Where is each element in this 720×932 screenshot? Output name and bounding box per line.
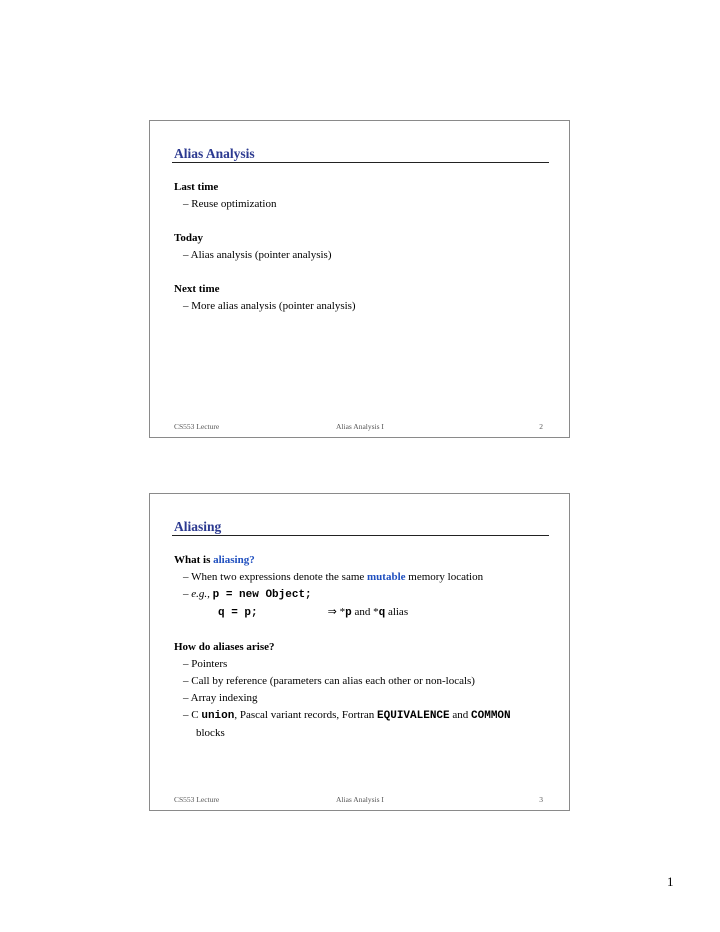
highlight-term: mutable bbox=[367, 571, 406, 583]
section-heading-last-time: Last time bbox=[174, 181, 219, 193]
slide-title: Alias Analysis bbox=[174, 146, 255, 161]
section-item: – Alias analysis (pointer analysis) bbox=[183, 249, 332, 261]
example-code-line: q = p; ⇒ *p and *q alias bbox=[218, 606, 409, 619]
section-heading-today: Today bbox=[174, 232, 203, 244]
footer-course: CS553 Lecture bbox=[174, 422, 220, 431]
definition-item: – When two expressions denote the same mutable memory location bbox=[183, 571, 484, 583]
title-rule bbox=[172, 535, 549, 536]
list-item: – C union, Pascal variant records, Fortran EQUIVALENCE and COMMON bbox=[183, 709, 511, 722]
list-item-continuation: blocks bbox=[196, 727, 225, 739]
slide-body bbox=[174, 552, 554, 742]
slide-title: Aliasing bbox=[174, 519, 222, 534]
slide-body bbox=[174, 179, 554, 315]
implies-arrow: ⇒ bbox=[327, 606, 337, 618]
section-heading-what-is-aliasing: What is aliasing? bbox=[174, 554, 255, 566]
title-rule bbox=[172, 162, 549, 163]
code-line: q = p; bbox=[218, 607, 258, 619]
list-item: – Pointers bbox=[183, 658, 228, 670]
slide-aliasing bbox=[149, 493, 570, 811]
section-item: – More alias analysis (pointer analysis) bbox=[183, 300, 356, 312]
footer-topic: Alias Analysis I bbox=[336, 422, 384, 431]
section-heading-next-time: Next time bbox=[174, 283, 220, 295]
example-item: – e.g., p = new Object; bbox=[183, 588, 312, 601]
highlight-term: aliasing? bbox=[213, 554, 255, 566]
code-line: p = new Object; bbox=[212, 589, 312, 601]
section-item: – Reuse optimization bbox=[183, 198, 277, 210]
list-item: – Array indexing bbox=[183, 692, 258, 704]
footer-slide-number: 2 bbox=[539, 422, 543, 431]
slide-alias-analysis bbox=[149, 120, 570, 438]
section-heading-how-aliases-arise: How do aliases arise? bbox=[174, 641, 275, 653]
list-item: – Call by reference (parameters can alias each other or non-locals) bbox=[183, 675, 475, 687]
footer-topic: Alias Analysis I bbox=[336, 795, 384, 804]
footer-course: CS553 Lecture bbox=[174, 795, 220, 804]
footer-slide-number: 3 bbox=[539, 795, 543, 804]
page-number: 1 bbox=[667, 874, 674, 889]
